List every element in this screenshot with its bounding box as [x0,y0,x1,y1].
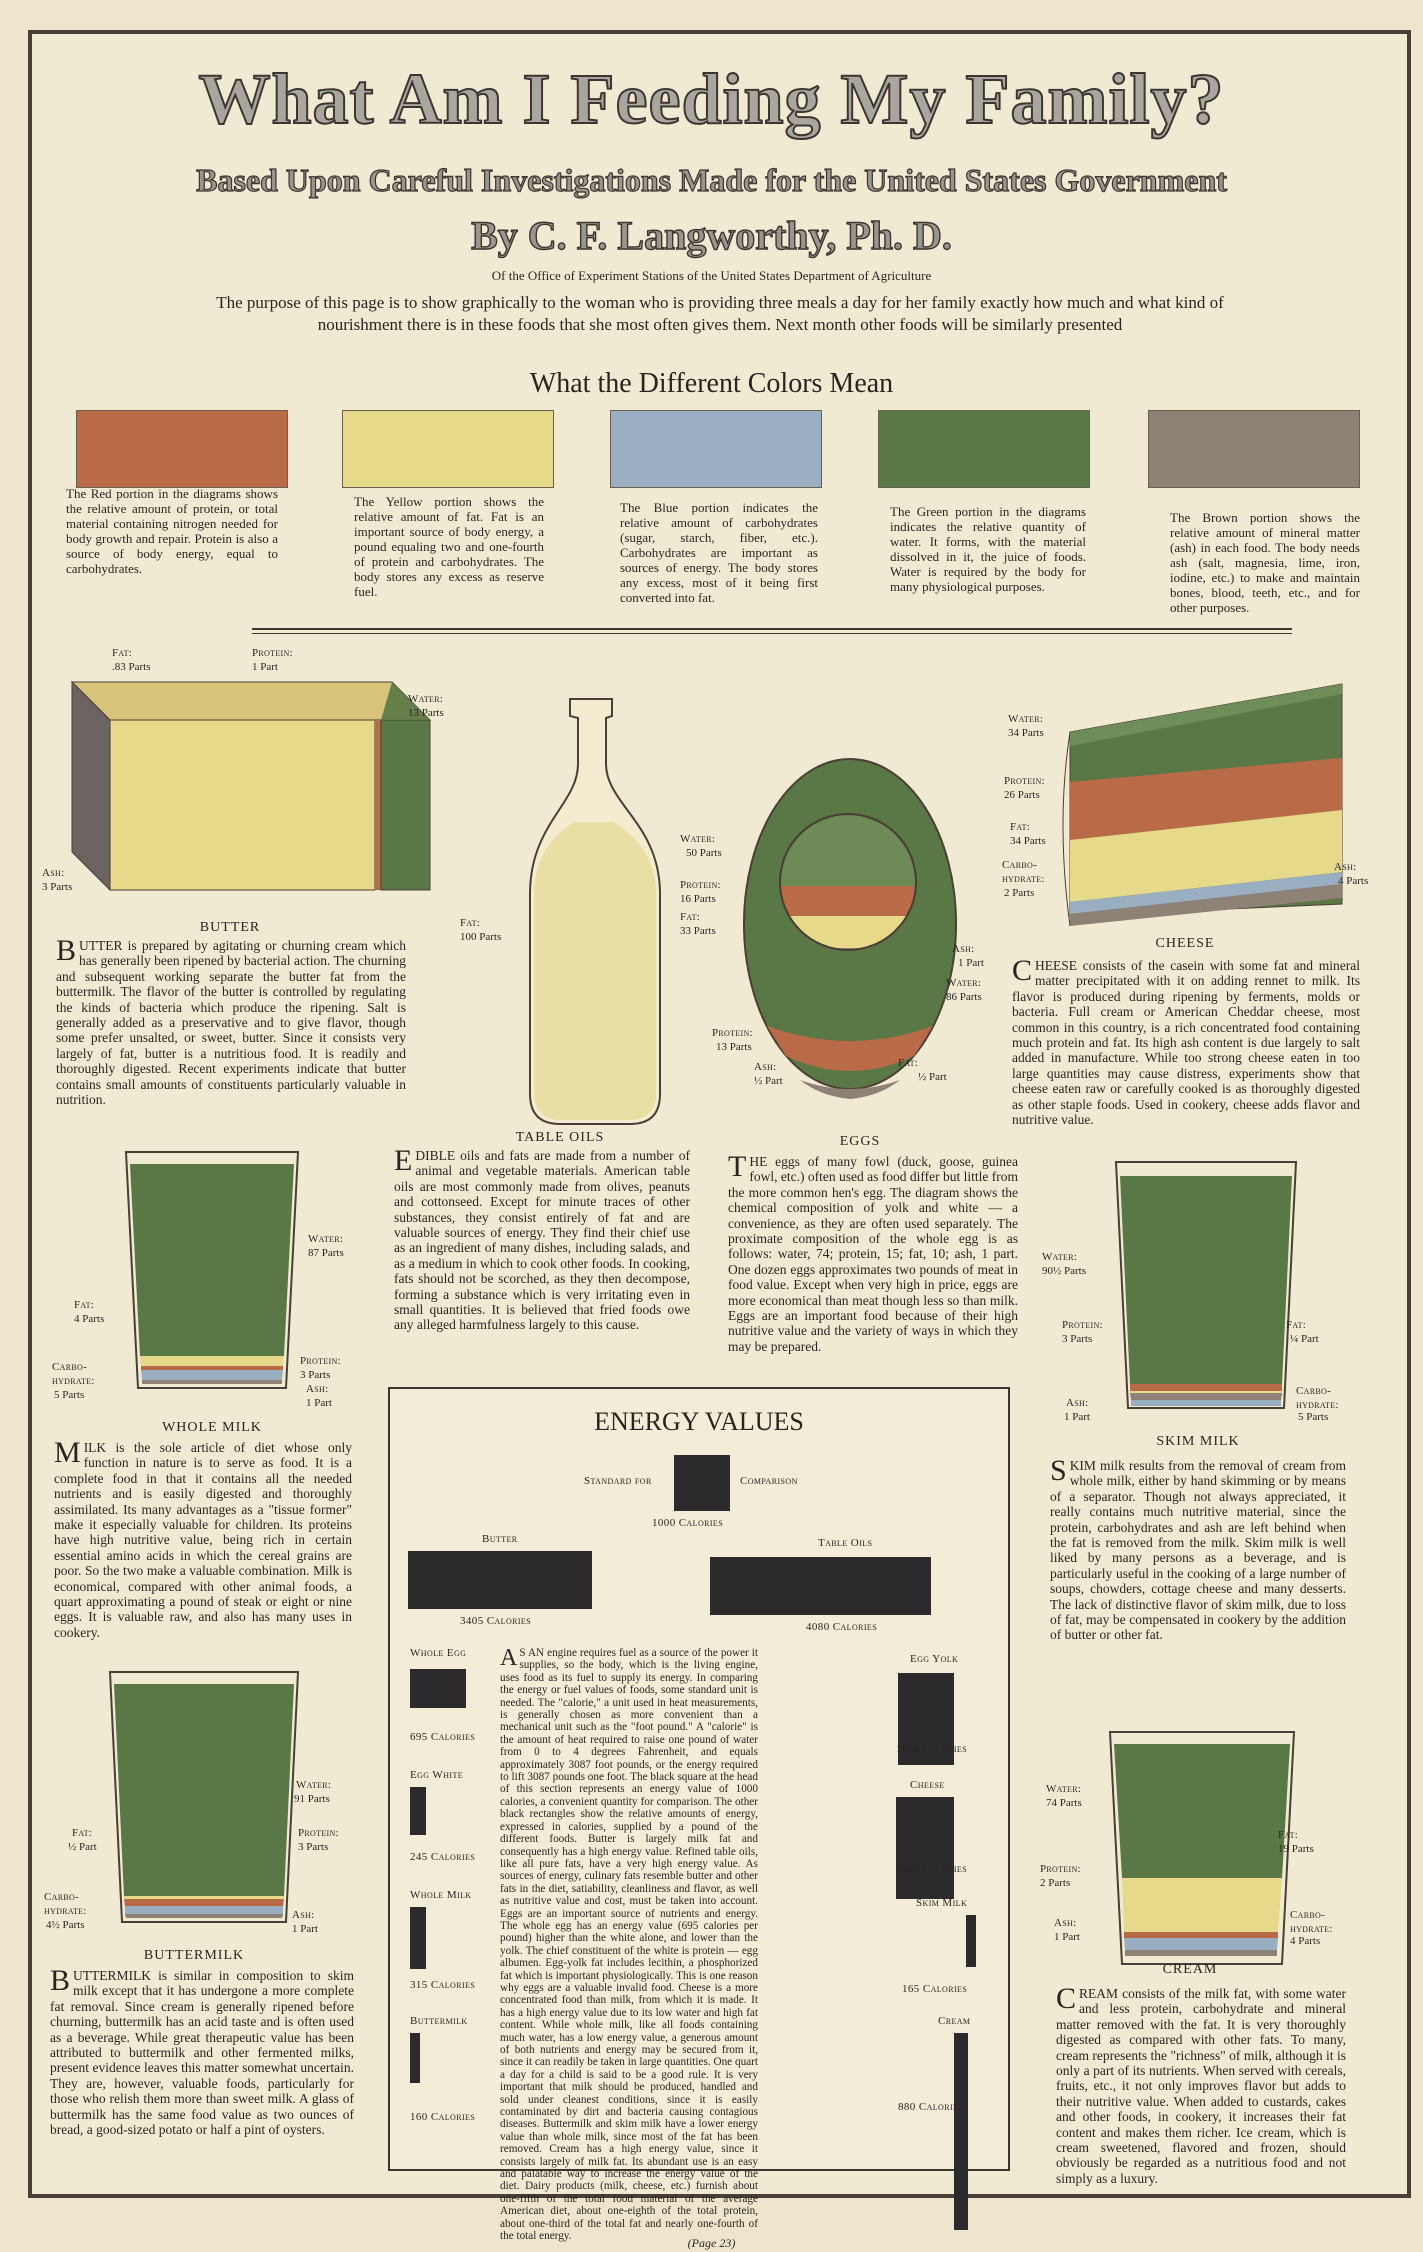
egg-white-water-label: Water: [946,977,982,989]
cheese-carb-value: 2 Parts [1004,887,1035,899]
skim-milk-energy-calories: 165 Calories [902,1983,968,1995]
byline: By C. F. Langworthy, Ph. D. [471,213,952,258]
egg-white-ash-label: Ash: [754,1061,777,1073]
buttermilk-carb-label: Carbo-hydrate: [44,1891,87,1917]
buttermilk-ash-value: 1 Part [292,1923,318,1935]
skim-milk-text-body: KIM milk results from the removal of cream from whole milk, either by hand skimming or by means of a separator. Though not always appreciated, it really contains much nutritive material, since the protein, carbohydrates and ash are left behind when the fat is removed from the milk. Skim milk is well liked by many persons as a beverage, and is particularly useful in the cooking of a large number of soups, chowders, cottage cheese and many desserts. The lack of distinctive flavor of skim milk, due to loss of fat, may be compensated in cookery by the addition of butter or other fat. [1050,1458,1346,1643]
skim-milk-carb-label: Carbo-hydrate: [1296,1385,1339,1411]
butter-caption: BUTTER [199,920,261,935]
eggs-text-body: HE eggs of many fowl (duck, goose, guinea fowl, etc.) often used as food differ but little from the more common hen's egg. The diagram shows the chemical composition of yolk and white — a convenience, as they are often used separately. The proximate composition of the whole egg is as follows: water, 74; protein, 15; fat, 10; ash, 1 part. One dozen eggs approximates two pounds of meat in food value. Except when very high in price, eggs are more economical than meat though less so than milk. Eggs are an important food because of their high nutritive value and the variety of ways in which they may be prepared. [728,1154,1018,1354]
oils-text-body: DIBLE oils and fats are made from a number of animal and vegetable materials. American table oils are most commonly made from olives, peanuts and cottonseed. Except for minute traces of other substances, they consist entirely of fat and are valuable sources of energy. They find their chief use as an ingredient of many dishes, including salads, and as a medium in which to cook other foods. In cooking, fats should not be scorched, as they then decompose, forming a substance which is very irritating even in small quantities. It is believed that fried foods owe any alleged harmfulness largely to this cause. [394,1148,690,1333]
butter-fat-value: .83 Parts [112,661,151,673]
whole-milk-diagram [122,1148,302,1392]
skim-milk-protein-value: 3 Parts [1062,1333,1093,1345]
whole-milk-ash-label: Ash: [306,1383,329,1395]
cheese-energy-bar [896,1797,954,1899]
egg-white-water-value: 86 Parts [946,991,982,1003]
skim-milk-ash-label: Ash: [1066,1397,1089,1409]
cream-ash-label: Ash: [1054,1917,1077,1929]
skim-milk-energy-label: Skim Milk [916,1897,968,1909]
whole-milk-water-value: 87 Parts [308,1247,344,1259]
oil-bottle-diagram [520,694,670,1134]
red-swatch [76,410,288,488]
oil-fat-value: 100 Parts [460,931,502,943]
whole-milk-protein-value: 3 Parts [300,1369,331,1381]
egg-white-energy-bar [410,1787,426,1835]
cream-carb-label: Carbo-hydrate: [1290,1909,1333,1935]
egg-white-energy-label: Egg White [410,1769,464,1781]
buttermilk-protein-label: Protein: [298,1827,339,1839]
comparison-label: Comparison [740,1475,798,1487]
egg-white-energy-calories: 245 Calories [410,1851,476,1863]
cream-energy-label: Cream [938,2015,971,2027]
skim-milk-ash-value: 1 Part [1064,1411,1090,1423]
cheese-carb-label: Carbo-hydrate: [1002,859,1045,885]
cheese-energy-label: Cheese [910,1779,945,1791]
standard-bar [674,1455,730,1511]
cheese-energy-calories: 1885 Calories [896,1863,968,1875]
cream-fat-label: Fat: [1278,1829,1299,1841]
whole-milk-carb-value: 5 Parts [54,1389,85,1401]
cheese-fat-value: 34 Parts [1010,835,1046,847]
skim-milk-protein-label: Protein: [1062,1319,1103,1331]
cheese-caption: CHEESE [1155,936,1215,951]
whole-milk-ash-value: 1 Part [306,1397,332,1409]
egg-yolk-fat-value: 33 Parts [680,925,716,937]
cheese-ash-label: Ash: [1334,861,1357,873]
butter-fat-label: Fat: [112,647,133,659]
energy-text: A S AN engine requires fuel as a source of the power it supplies, so the body, which is the living engine, uses food as its fuel to supply its energy. In comparing the energy or fuel values of foods, some standard unit is needed. The "calorie," a unit used in heat measurements, is generally chosen as more convenient than a mechanical unit such as the "foot pound." A "calorie" is the amount of heat required to raise one pound of water from 0 to 4 degrees Fahrenheit, and equals approximately 3087 foot pounds, or the energy required to lift 3087 pounds one foot. The black square at the head of this section represents an energy value of 1000 calories, a convenient quantity for comparison. The other black rectangles show the relative amounts of energy, expressed in calories, supplied by a pound of the different foods. Butter is largely milk fat and consequently has a high energy value. Refined table oils, like all pure fats, have a very high energy value. As sources of energy, culinary fats resemble butter and other fats in the diet, satiability, cleanliness and flavor, as well as nutritive value and cost, must be taken into account. Eggs are an important source of nutrients and energy. The whole egg has an energy value (695 calories per pound) higher than the white alone, and lower than the yolk. The chief constituent of the white is protein — egg albumen. Egg-yolk fat includes lecithin, a phosphorized fat which is important physiologically. This is one reason why eggs are a valuable invalid food. Cheese is a more concentrated food than milk, from which it is made. It has a high energy value due to its low water and high fat content. While whole milk, like all foods containing much water, has a low energy value, a generous amount of both nutrients and energy may be secured from it, since it can readily be taken in large quantities. One quart a day for a child is said to be a good rule. It is very important that milk should be produced, handled and sold under cleanest conditions, since it is easily contaminated by dirt and bacteria causing contagious diseases. Buttermilk and skim milk have a lower energy value than whole milk, since most of the fat has been removed. Cream has a high energy value, since it consists largely of milk fat. Its abundant use is an easy and palatable way to increase the energy value of the diet. Dairy products (milk, cheese, etc.) furnish about one-fifth of the total food material of the average American diet, about one-eighth of the total protein, about one-third of the total fat and nearly one-fourth of the total energy. [500,1645,758,2243]
cheese-water-value: 34 Parts [1008,727,1044,739]
butter-text-body: UTTER is prepared by agitating or churning cream which has generally been ripened by bacterial action. The churning and subsequent working separate the butter fat from the buttermilk. The flavor of the butter is controlled by regulating the kinds of bacteria which produce the ripening. Salt is generally added as a preservative and to give flavor, though some prefer unsalted, or sweet, butter. Since it consists very largely of fat, butter is a nutritious food. It is readily and thoroughly digested. Recent experiments indicate that butter contains small amounts of constituents particularly valuable in nutrition. [56,938,406,1108]
cheese-fat-label: Fat: [1010,821,1031,833]
skim-milk-water-value: 90½ Parts [1042,1265,1086,1277]
buttermilk-text: BUTTERMILK is similar in composition to skim milk except that it has undergone a more complete fat removal. Since cream is generally ripened before churning, buttermilk has an acid taste and is often used as a beverage. While great therapeutic value has been attributed to buttermilk and other fermented milks, present evidence leaves this matter somewhat uncertain. They are, however, valuable foods, particularly for those who relish them more than sweet milk. A glass of buttermilk has the same food value as two ounces of bread, a good-sized potato or half a pint of oysters. [50,1964,354,2138]
energy-title: ENERGY VALUES [594,1407,804,1436]
blue-swatch [610,410,822,488]
buttermilk-caption: BUTTERMILK [143,1948,245,1963]
green-description: The Green portion in the diagrams indicates the relative quantity of water. It forms, with the material dissolved in it, the juice of foods. Water is required by the body for many physiological purposes. [890,504,1086,594]
egg-yolk-protein-value: 16 Parts [680,893,716,905]
oils-energy-bar [710,1557,931,1615]
whole-milk-energy-bar [410,1907,426,1969]
skim-milk-water-label: Water: [1042,1251,1078,1263]
butter-diagram [60,670,440,910]
yellow-swatch [342,410,554,488]
cream-energy-bar [954,2033,968,2230]
skim-milk-energy-bar [966,1915,976,1967]
divider-rule [252,633,1292,634]
cheese-text: CHEESE consists of the casein with some fat and mineral matter precipitated with it on adding rennet to milk. Its flavor is produced during ripening by ferments, molds or bacteria. Full cream or American Cheddar cheese, most common in this country, is a rich concentrated food containing much protein and fat. Its high ash content is due largely to salt added in manufacture. While too strong cheese eaten in too large quantities may cause distress, experiments show that cheese eaten raw or carefully cooked is as thoroughly digested as other staple foods. Used in cookery, cheese adds flavor and nutritive value. [1012,954,1360,1128]
buttermilk-protein-value: 3 Parts [298,1841,329,1853]
egg-white-ash-value: ½ Part [754,1075,783,1087]
butter-text: BUTTER is prepared by agitating or churning cream which has generally been ripened by bacterial action. The churning and subsequent working separate the butter fat from the buttermilk. The flavor of the butter is controlled by regulating the kinds of bacteria which produce the ripening. Salt is generally added as a preservative and to give flavor, though some prefer unsalted, or sweet, butter. Since it consists very largely of fat, butter is a nutritious food. It is readily and thoroughly digested. Recent experiments indicate that butter contains small amounts of constituents particularly valuable in nutrition. [56,934,406,1108]
purpose-text: The purpose of this page is to show graphically to the woman who is providing three meals a day for her family exactly how much and what kind of nourishment there is in these foods that she most often gives them. Next month other foods will be similarly presented [216,293,1224,334]
whole-milk-water-label: Water: [308,1233,344,1245]
whole-milk-protein-label: Protein: [300,1355,341,1367]
cream-protein-value: 2 Parts [1040,1877,1071,1889]
divider-rule [252,628,1292,630]
whole-egg-energy-label: Whole Egg [410,1647,467,1659]
cream-carb-value: 4 Parts [1290,1935,1321,1947]
oils-energy-calories: 4080 Calories [806,1621,878,1633]
cream-fat-value: 19 Parts [1278,1843,1314,1855]
butter-protein-label: Protein: [252,647,293,659]
buttermilk-water-label: Water: [296,1779,332,1791]
oils-caption: TABLE OILS [515,1130,605,1145]
eggs-text: THE eggs of many fowl (duck, goose, guinea fowl, etc.) often used as food differ but little from the more common hen's egg. The diagram shows the chemical composition of yolk and white — a convenience, as they are often used separately. The proximate composition of the whole egg is as follows: water, 74; protein, 15; fat, 10; ash, 1 part. One dozen eggs approximates two pounds of meat in food value. Except when very high in price, eggs are more economical than meat though less so than milk. Eggs are an important food because of their high nutritive value and the variety of ways in which they may be prepared. [728,1150,1018,1354]
cheese-protein-value: 26 Parts [1004,789,1040,801]
skim-milk-caption: SKIM MILK [1156,1434,1240,1449]
whole-egg-energy-calories: 695 Calories [410,1731,476,1743]
cream-text: CREAM consists of the milk fat, with some water and less protein, carbohydrate and mineral matter removed with the fat. It is very thoroughly digested as compared with other fats. To many, cream represents the "richness" of milk, although it is only a part of its nutrients. When served with cereals, fruits, etc., it not only improves flavor but adds to their nutritive value. When added to custards, cakes and other foods, in cookery, it increases their fat content and makes them richer. Ice cream, which is cream sweetened, flavored and frozen, should obviously be regarded as a nutritious food and not simply as a luxury. [1056,1982,1346,2186]
egg-white-fat-value: ½ Part [918,1071,947,1083]
skim-milk-diagram [1112,1158,1300,1412]
cream-caption: CREAM [1162,1962,1218,1977]
cream-ash-value: 1 Part [1054,1931,1080,1943]
buttermilk-energy-calories: 160 Calories [410,2111,476,2123]
cheese-protein-label: Protein: [1004,775,1045,787]
office-line: Of the Office of Experiment Stations of the United States Department of Agriculture [491,268,932,283]
egg-yolk-fat-label: Fat: [680,911,701,923]
whole-milk-fat-value: 4 Parts [74,1313,105,1325]
blue-description: The Blue portion indicates the relative amount of carbohydrates (sugar, starch, fiber, etc.). Carbohydrates are important as sources of energy. The body stores any excess, most of it being first converted into fat. [620,500,818,605]
skim-milk-fat-label: Fat: [1286,1319,1307,1331]
whole-milk-energy-label: Whole Milk [410,1889,472,1901]
egg-ash-value: 1 Part [958,957,984,969]
egg-ash-label: Ash: [952,943,975,955]
buttermilk-energy-bar [410,2033,420,2083]
butter-protein-value: 1 Part [252,661,278,673]
butter-ash-value: 3 Parts [42,881,73,893]
energy-text-body: S AN engine requires fuel as a source of the power it supplies, so the body, which is the living engine, uses food as its fuel to supply its energy. In comparing the energy or fuel values of foods, some standard unit is needed. The "calorie," a unit used in heat measurements, is generally chosen as more convenient than a mechanical unit such as the "foot pound." A "calorie" is the amount of heat required to raise one pound of water from 0 to 4 degrees Fahrenheit, and equals approximately 3087 foot pounds, or the energy required to lift 3087 pounds one foot. The black square at the head of this section represents an energy value of 1000 calories, a convenient quantity for comparison. The other black rectangles show the relative amounts of energy, expressed in calories, supplied by a pound of the different foods. Butter is largely milk fat and consequently has a high energy value. Refined table oils, like all pure fats, have a very high energy value. As sources of energy, culinary fats resemble butter and other fats in the diet, satiability, cleanliness and flavor, as well as nutritive value and cost, must be taken into account. Eggs are an important source of nutrients and energy. The whole egg has an energy value (695 calories per pound) higher than the white alone, and lower than the yolk. The chief constituent of the white is protein — egg albumen. Egg-yolk fat includes lecithin, a phosphorized fat which is important physiologically. This is one reason why eggs are a valuable invalid food. Cheese is a more concentrated food than milk, from which it is made. It has a high energy value due to its low water and high fat content. While whole milk, like all foods containing much water, has a low energy value, a generous amount of both nutrients and energy may be secured from it, since it can readily be taken in large quantities. One quart a day for a child is said to be a good rule. It is very important that milk should be produced, handled and sold under cleanest conditions, since it is easily contaminated by dirt and bacteria causing contagious diseases. Buttermilk and skim milk have a lower energy value than whole milk, since most of the fat has been removed. Cream has a high energy value, since it consists largely of milk fat. Its abundant use is an easy and palatable way to increase the energy value of the diet. Dairy products (milk, cheese, etc.) furnish about one-fifth of the total food material of the average American diet, about one-eighth of the total protein, about one-third of the total fat and nearly one-fourth of the total energy. [500,1647,758,2243]
whole-milk-energy-calories: 315 Calories [410,1979,476,1991]
cream-diagram [1106,1728,1298,1968]
egg-yolk-protein-label: Protein: [680,879,721,891]
skim-milk-fat-value: ¼ Part [1290,1333,1319,1345]
colors-heading: What the Different Colors Mean [529,368,894,399]
skim-milk-text: SKIM milk results from the removal of cream from whole milk, either by hand skimming or by means of a separator. Though not always appreciated, it really contains much nutritive material, since the protein, carbohydrates and ash are left behind when the fat is removed from the milk. Skim milk is well liked by many persons as a beverage, and is particularly useful in the cooking of a large number of soups, chowders, cottage cheese and many desserts. The lack of distinctive flavor of skim milk, due to loss of fat, may be compensated in cookery by the addition of butter or other fat. [1050,1454,1346,1643]
page-subtitle: Based Upon Careful Investigations Made for the United States Government [196,162,1227,198]
cream-text-body: REAM consists of the milk fat, with some water and less protein, carbohydrate and mineral matter removed with the fat. It is very thoroughly digested as compared with other fats. To many, cream represents the "richness" of milk, although it is only a part of its nutrients. When served with cereals, fruits, etc., it not only improves flavor but adds to their nutritive value. When added to custards, cakes and other foods, in cookery, it increases their fat content and makes them richer. Ice cream, which is cream sweetened, flavored and frozen, should obviously be regarded as a nutritious food and not simply as a luxury. [1056,1986,1346,2186]
cream-protein-label: Protein: [1040,1863,1081,1875]
cream-water-value: 74 Parts [1046,1797,1082,1809]
buttermilk-text-body: UTTERMILK is similar in composition to skim milk except that it has undergone a more complete fat removal. Since cream is generally ripened before churning, buttermilk has an acid taste and is often used as a beverage. While great therapeutic value has been attributed to buttermilk and other fermented milks, present evidence leaves this matter somewhat uncertain. They are, however, valuable foods, particularly for those who relish them more than sweet milk. A glass of buttermilk has the same food value as two ounces of bread, a good-sized potato or half a pint of oysters. [50,1968,354,2138]
standard-for-label: Standard for [584,1475,652,1487]
brown-swatch [1148,410,1360,488]
whole-milk-carb-label: Carbo-hydrate: [52,1361,95,1387]
egg-white-protein-value: 13 Parts [716,1041,752,1053]
butter-ash-label: Ash: [42,867,65,879]
oils-text: EDIBLE oils and fats are made from a number of animal and vegetable materials. American table oils are most commonly made from olives, peanuts and cottonseed. Except for minute traces of other substances, they consist entirely of fat and are valuable sources of energy. They find their chief use as an ingredient of many dishes, including salads, and as a medium in which to cook other foods. In cooking, fats should not be scorched, as they then decompose, forming a substance which is very irritating even in small quantities. It is believed that fried foods owe any alleged harmfulness largely to this cause. [394,1144,690,1333]
standard-calories: 1000 Calories [652,1517,724,1529]
cheese-diagram [1062,672,1362,932]
butter-energy-label: Butter [482,1533,518,1545]
cheese-water-label: Water: [1008,713,1044,725]
butter-water-value: 13 Parts [408,707,444,719]
green-swatch [878,410,1090,488]
whole-milk-caption: WHOLE MILK [162,1420,262,1435]
egg-yolk-water-value: 50 Parts [686,847,722,859]
buttermilk-carb-value: 4½ Parts [46,1919,85,1931]
skim-milk-carb-value: 5 Parts [1298,1411,1329,1423]
cream-energy-calories: 880 Calories [898,2101,964,2113]
buttermilk-diagram [106,1668,302,1926]
butter-energy-bar [408,1551,592,1609]
egg-white-protein-label: Protein: [712,1027,753,1039]
brown-description: The Brown portion shows the relative amount of mineral matter (ash) in each food. The body needs ash (salt, magnesia, lime, iron, iodine, etc.) to make and maintain bones, blood, teeth, etc., and for other purposes. [1170,510,1360,615]
buttermilk-fat-label: Fat: [72,1827,93,1839]
buttermilk-ash-label: Ash: [292,1909,315,1921]
whole-milk-text: MILK is the sole article of diet whose only function in nature is to serve as food. It is a complete food in that it contains all the needed nutrients and is easily digested and thoroughly assimilated. Its many advantages as a "tissue former" make it especially valuable for children. Its proteins have high nutritive value, being rich in certain essential amino acids in which the cereal grains are poor. So the two make a valuable combination. Milk is economical, compared with other animal foods, a quart approximating a pound of steak or eight or nine eggs. It is valuable raw, and also has many uses in cookery. [54,1436,352,1640]
butter-energy-calories: 3405 Calories [460,1615,532,1627]
egg-white-fat-label: Fat: [898,1057,919,1069]
buttermilk-energy-label: Buttermilk [410,2015,468,2027]
whole-milk-fat-label: Fat: [74,1299,95,1311]
buttermilk-fat-value: ½ Part [68,1841,97,1853]
egg-yolk-energy-label: Egg Yolk [910,1653,959,1665]
cheese-ash-value: 4 Parts [1338,875,1369,887]
egg-yolk-energy-calories: 1650 Calories [896,1743,968,1755]
eggs-caption: EGGS [839,1134,881,1149]
yellow-description: The Yellow portion shows the relative amount of fat. Fat is an important source of body energy, a pound equaling two and one-fourth of protein and carbohydrates. The body stores any excess as reserve fuel. [354,494,544,599]
red-description: The Red portion in the diagrams shows the relative amount of protein, or total material containing nitrogen needed for body growth and repair. Protein is also a source of body energy, equal to carbohydrates. [66,486,278,576]
egg-yolk-water-label: Water: [680,833,716,845]
cheese-text-body: HEESE consists of the casein with some fat and mineral matter precipitated with it on adding rennet to milk. Its flavor is produced during ripening by ferments, molds or bacteria. Full cream or American Cheddar cheese, most common in this country, is a rich concentrated food containing much protein and fat. Its high ash content is due largely to salt added in manufacture. While too strong cheese eaten in too large quantities may cause distress, experiments show that cheese eaten raw or carefully cooked is as thoroughly digested as other staple foods. Used in cookery, cheese adds flavor and nutritive value. [1012,958,1360,1128]
oil-fat-label: Fat: [460,917,481,929]
buttermilk-water-value: 91 Parts [294,1793,330,1805]
page-title: What Am I Feeding My Family? [198,59,1225,139]
cream-water-label: Water: [1046,1783,1082,1795]
butter-water-label: Water: [408,693,444,705]
oils-energy-label: Table Oils [818,1537,873,1549]
whole-milk-text-body: ILK is the sole article of diet whose only function in nature is to serve as food. It is a complete food in that it contains all the needed nutrients and is easily digested and thoroughly assimilated. Its many advantages as a "tissue former" make it especially valuable for children. Its proteins have high nutritive value, being rich in certain essential amino acids in which the cereal grains are poor. So the two make a valuable combination. Milk is economical, compared with other animal foods, a quart approximating a pound of steak or eight or nine eggs. It is valuable raw, and also has many uses in cookery. [54,1440,352,1640]
whole-egg-energy-bar [410,1669,466,1708]
page-number: (Page 23) [687,2236,736,2250]
